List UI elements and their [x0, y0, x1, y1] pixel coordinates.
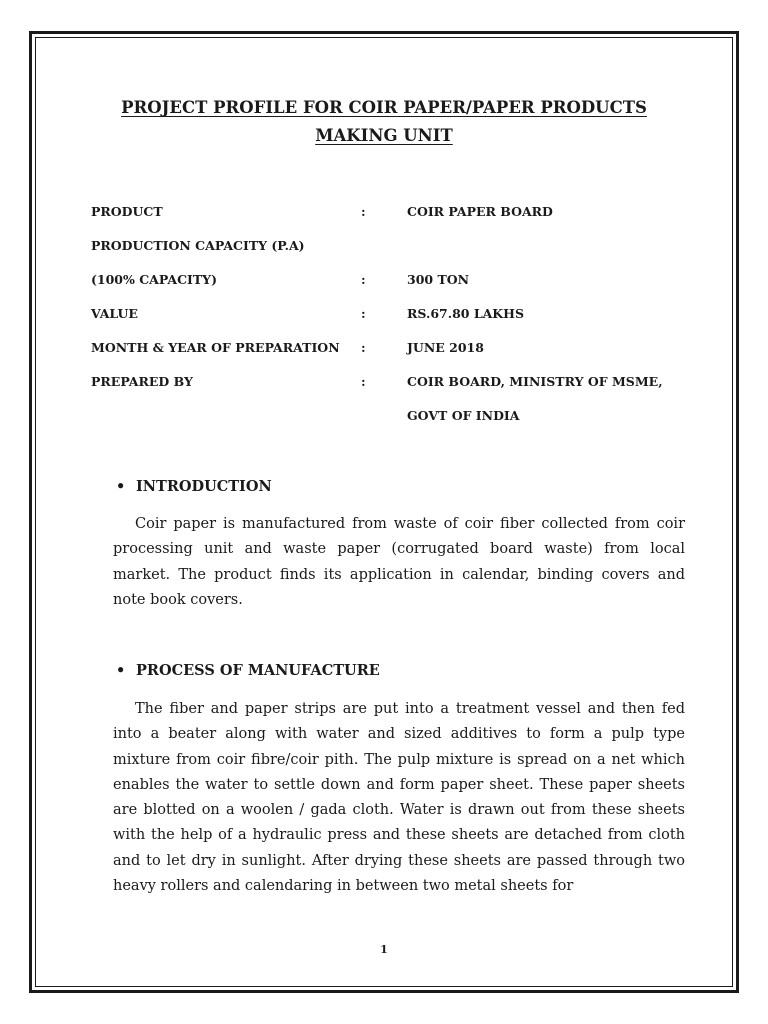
info-row-prepared-by-continued [91, 404, 691, 438]
section-heading-text: INTRODUCTION [136, 478, 272, 495]
section-heading-text: PROCESS OF MANUFACTURE [136, 662, 380, 679]
info-row-product [91, 200, 691, 234]
info-value: COIR BOARD, MINISTRY OF MSME, [407, 374, 663, 389]
info-row-value [91, 302, 691, 336]
info-label: PRODUCT [91, 204, 163, 219]
info-row-capacity [91, 268, 691, 302]
info-separator: : [361, 340, 366, 355]
info-row-prepared-by [91, 370, 691, 404]
info-separator: : [361, 204, 366, 219]
info-label: PRODUCTION CAPACITY (P.A) [91, 238, 305, 253]
page-number: 1 [380, 943, 388, 956]
introduction-paragraph: Coir paper is manufactured from waste of coir fiber collected from coir processing unit and waste paper (corrugated board waste) from local market. The product finds its application in calendar, binding covers and note book covers. [113, 516, 685, 608]
info-separator: : [361, 306, 366, 321]
info-row-production-capacity [91, 234, 691, 268]
project-info-table [91, 200, 691, 438]
info-value: GOVT OF INDIA [407, 408, 520, 423]
info-row-month-year [91, 336, 691, 370]
info-label: VALUE [91, 306, 138, 321]
process-paragraph: The fiber and paper strips are put into a treatment vessel and then fed into a beater along with water and sized additives to form a pulp type mixture from coir fibre/coir pith. The pulp mixture is spread on a net which enables the water to settle down and form paper sheet. These paper sheets are blotted on a woolen / gada cloth. Water is drawn out from these sheets with the help of a hydraulic press and these sheets are detached from cloth and to let dry in sunlight. After drying these sheets are passed through two heavy rollers and calendaring in between two metal sheets for [113, 701, 685, 895]
info-value: COIR PAPER BOARD [407, 204, 553, 219]
bullet-icon: • [116, 478, 126, 495]
info-value: 300 TON [407, 272, 470, 287]
section-heading-introduction [116, 478, 272, 495]
info-label: MONTH & YEAR OF PREPARATION [91, 340, 340, 355]
info-label: (100% CAPACITY) [91, 272, 218, 287]
section-heading-process [116, 662, 380, 679]
info-separator: : [361, 374, 366, 389]
title-line-1: PROJECT PROFILE FOR COIR PAPER/PAPER PRODUCTS [121, 98, 647, 117]
document-title [60, 94, 708, 150]
bullet-icon: • [116, 662, 126, 679]
info-value: JUNE 2018 [407, 340, 484, 355]
info-value: RS.67.80 LAKHS [407, 306, 525, 321]
title-line-2: MAKING UNIT [315, 126, 453, 145]
info-separator: : [361, 272, 366, 287]
info-label: PREPARED BY [91, 374, 193, 389]
